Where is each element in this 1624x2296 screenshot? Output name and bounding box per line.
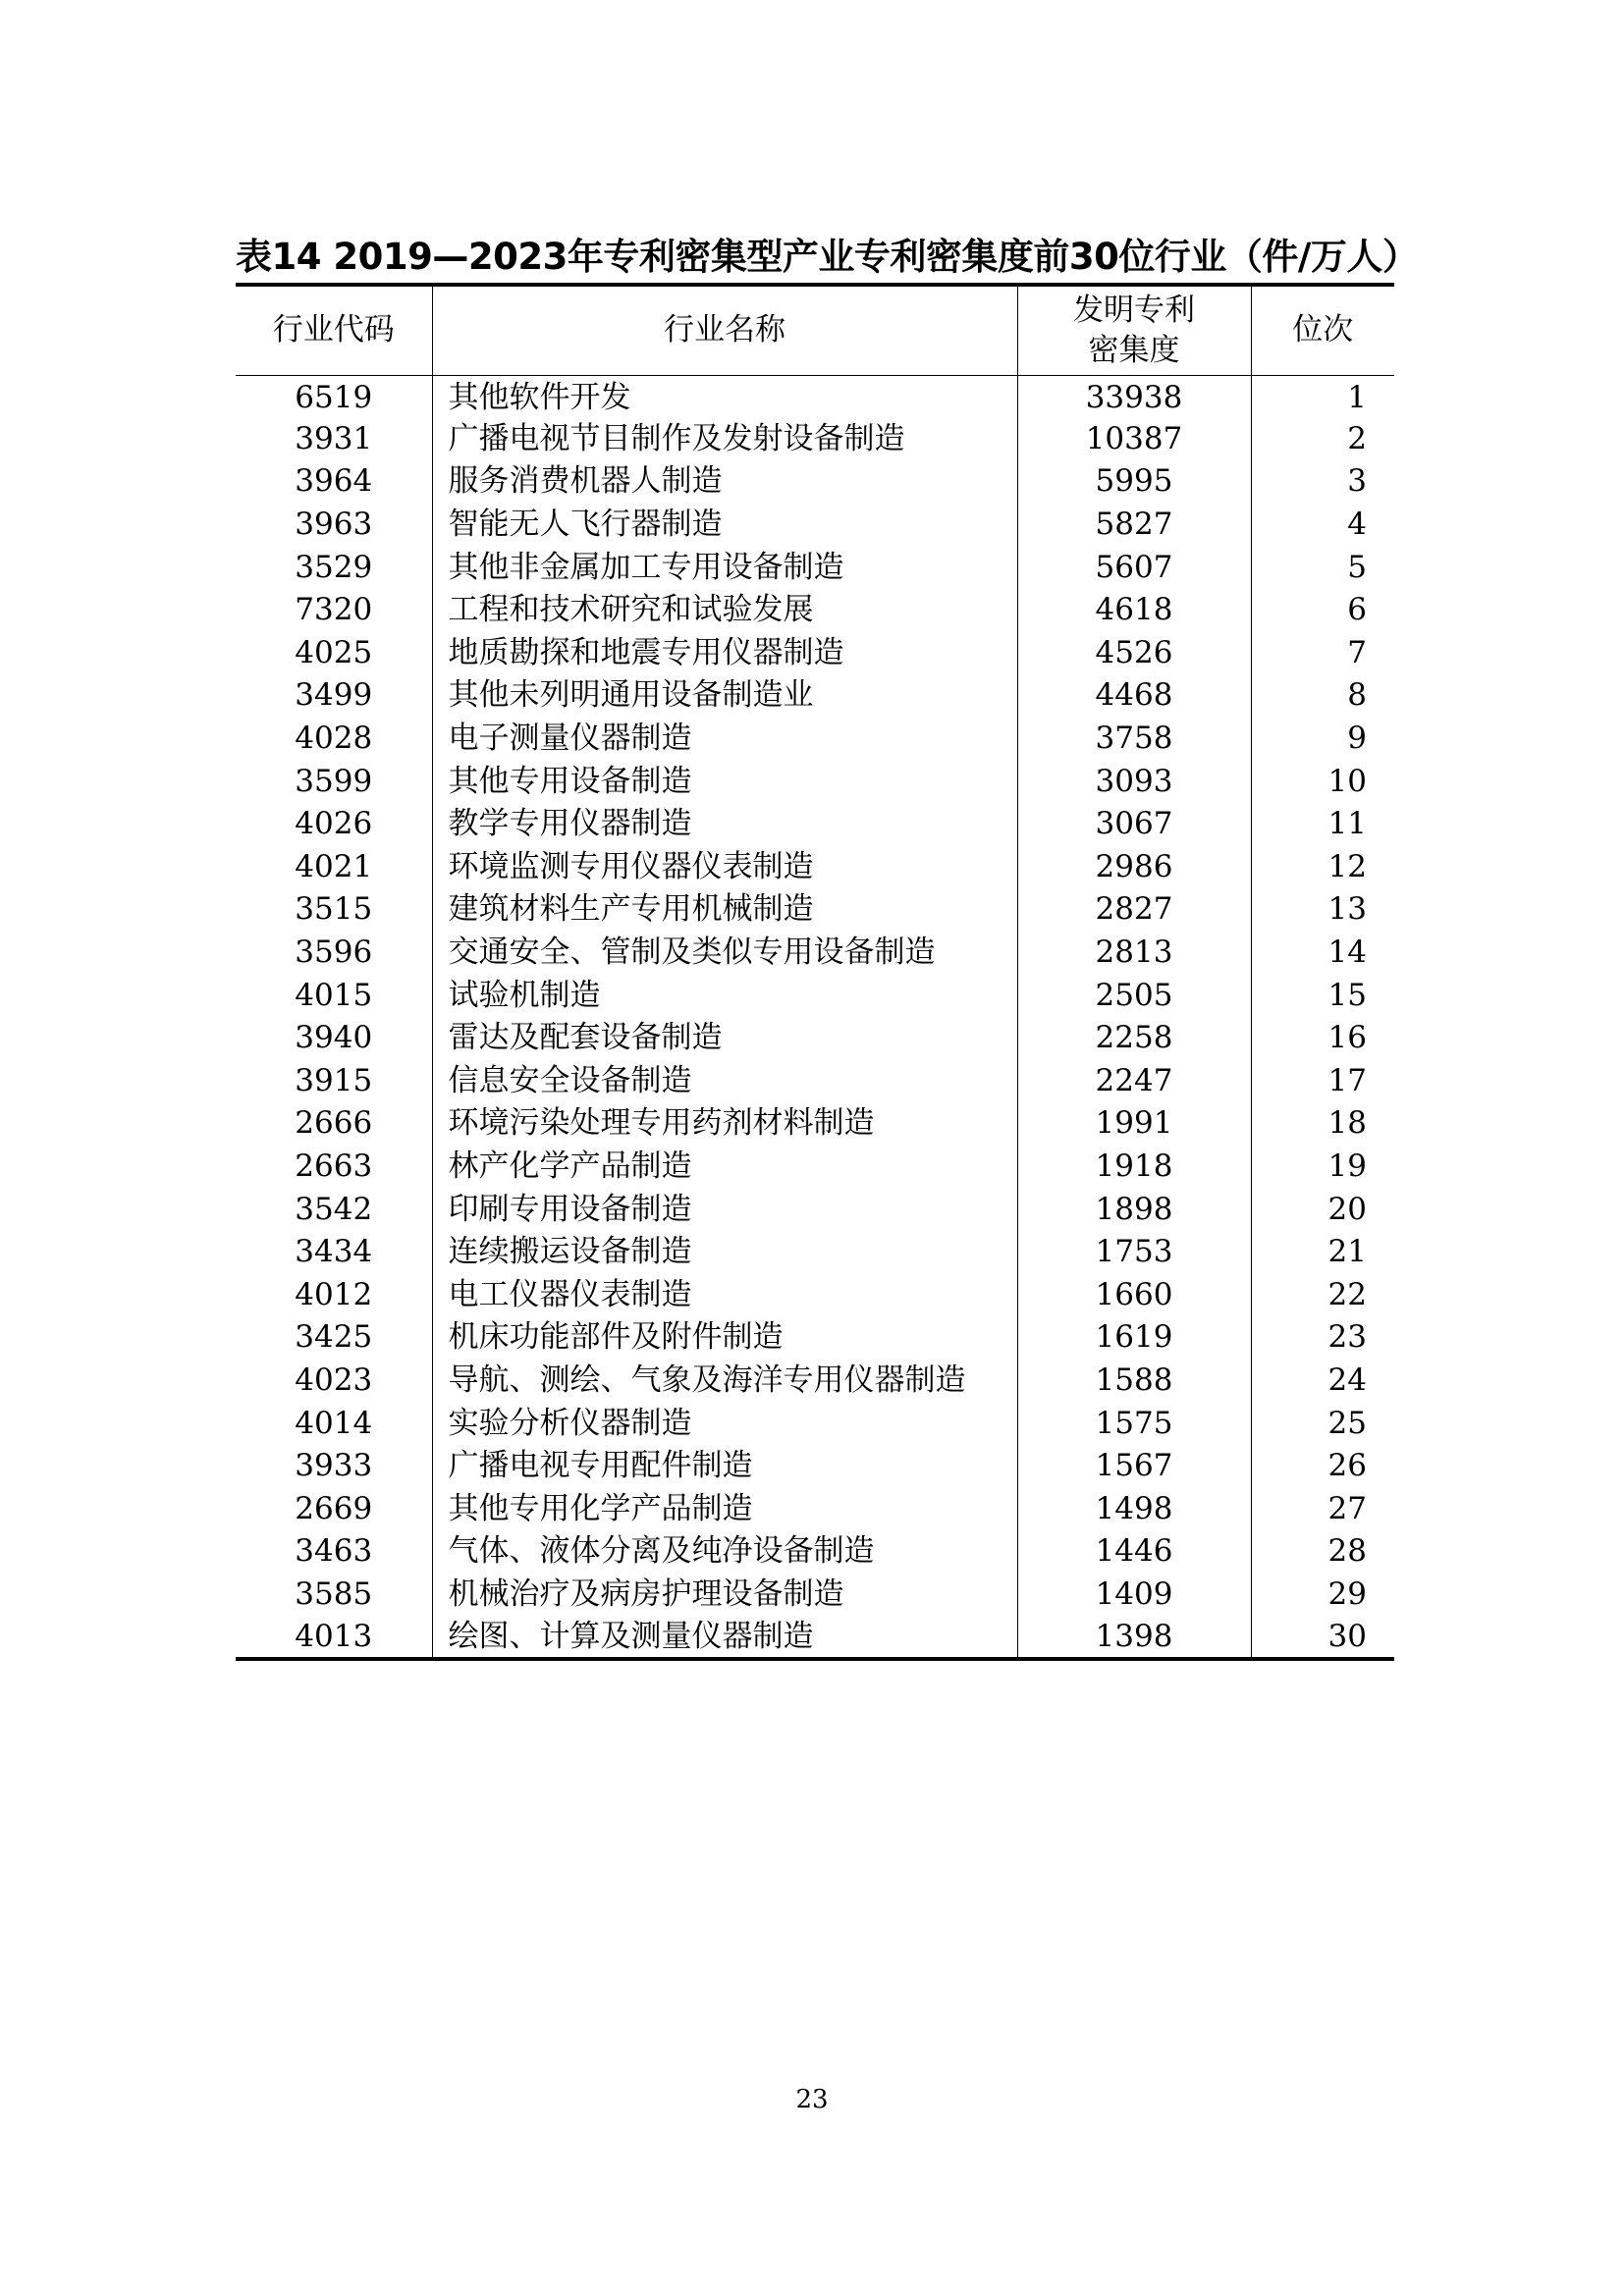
industry-code-cell: 3933 [295,1448,373,1484]
rank-cell: 13 [1251,888,1394,932]
patent-density-cell: 1498 [1017,1487,1251,1530]
industry-name-cell: 试验机制造 [432,974,1017,1017]
rank-cell: 26 [1251,1445,1394,1488]
patent-density-cell: 1588 [1017,1360,1251,1403]
industry-name-cell: 绘图、计算及测量仪器制造 [432,1616,1017,1659]
industry-name-cell: 实验分析仪器制造 [432,1402,1017,1445]
industry-code-cell: 3499 [295,677,373,714]
industry-code-cell: 7320 [295,592,373,628]
industry-name-cell: 其他专用化学产品制造 [432,1487,1017,1530]
industry-name-cell: 印刷专用设备制造 [432,1188,1017,1231]
patent-density-cell: 1409 [1017,1574,1251,1617]
patent-density-cell: 4526 [1017,632,1251,675]
rank-cell: 23 [1251,1316,1394,1360]
patent-density-cell: 33938 [1017,375,1251,418]
patent-density-cell: 2258 [1017,1017,1251,1060]
rank-cell: 6 [1251,589,1394,632]
patent-density-cell: 1575 [1017,1402,1251,1445]
patent-density-cell: 5827 [1017,504,1251,547]
table-header-row [236,285,1394,375]
rank-cell: 8 [1251,674,1394,718]
rank-cell: 2 [1251,418,1394,461]
industry-name-cell: 电工仪器仪表制造 [432,1273,1017,1316]
table-row [236,1616,1394,1659]
header-rank: 位次 [1251,285,1394,375]
table-row [236,1188,1394,1231]
patent-density-cell: 5995 [1017,460,1251,504]
patent-density-cell: 1991 [1017,1102,1251,1146]
patent-density-cell: 4468 [1017,674,1251,718]
rank-cell: 15 [1251,974,1394,1017]
industry-name-cell: 服务消费机器人制造 [432,460,1017,504]
industry-name-cell: 地质勘探和地震专用仪器制造 [432,632,1017,675]
industry-name-cell: 雷达及配套设备制造 [432,1017,1017,1060]
header-density-line1: 发明专利 [1073,292,1195,328]
patent-density-cell: 1567 [1017,1445,1251,1488]
industry-code-cell: 4028 [295,721,373,757]
patent-density-cell: 2827 [1017,888,1251,932]
table-row [236,1530,1394,1574]
industry-name-cell: 智能无人飞行器制造 [432,504,1017,547]
industry-code-cell: 3915 [295,1062,373,1098]
table-body [236,375,1394,1659]
rank-cell: 30 [1251,1616,1394,1659]
table-row [236,418,1394,461]
patent-density-cell: 1918 [1017,1146,1251,1189]
page-number: 23 [795,2085,829,2114]
industry-name-cell: 林产化学产品制造 [432,1146,1017,1189]
table-row [236,1102,1394,1146]
table-row [236,1231,1394,1274]
rank-cell: 29 [1251,1574,1394,1617]
industry-name-cell: 环境监测专用仪器仪表制造 [432,846,1017,889]
patent-density-cell: 3067 [1017,803,1251,846]
rank-cell: 16 [1251,1017,1394,1060]
table-row [236,1402,1394,1445]
table-row [236,460,1394,504]
rank-cell: 17 [1251,1060,1394,1103]
header-industry-name: 行业名称 [432,285,1017,375]
industry-code-cell: 3963 [295,507,373,543]
rank-cell: 20 [1251,1188,1394,1231]
table-row [236,1146,1394,1189]
industry-code-cell: 3964 [295,463,373,500]
industry-name-cell: 建筑材料生产专用机械制造 [432,888,1017,932]
rank-cell: 9 [1251,718,1394,761]
industry-code-cell: 3585 [295,1575,373,1612]
patent-density-cell: 1398 [1017,1616,1251,1659]
patent-density-cell: 1446 [1017,1530,1251,1574]
table-row [236,674,1394,718]
industry-code-cell: 2663 [295,1148,373,1184]
rank-cell: 5 [1251,546,1394,589]
rank-cell: 21 [1251,1231,1394,1274]
industry-name-cell: 机械治疗及病房护理设备制造 [432,1574,1017,1617]
industry-name-cell: 环境污染处理专用药剂材料制造 [432,1102,1017,1146]
industry-code-cell: 3599 [295,763,373,799]
patent-density-cell: 4618 [1017,589,1251,632]
industry-code-cell: 3940 [295,1020,373,1056]
patent-density-cell: 2247 [1017,1060,1251,1103]
industry-name-cell: 连续搬运设备制造 [432,1231,1017,1274]
rank-cell: 27 [1251,1487,1394,1530]
industry-code-cell: 4013 [236,1616,432,1659]
table-row [236,1445,1394,1488]
table-row [236,1487,1394,1530]
industry-code-cell: 3434 [295,1234,373,1270]
rank-cell: 25 [1251,1402,1394,1445]
industry-code-cell: 3542 [295,1191,373,1227]
patent-density-cell: 1898 [1017,1188,1251,1231]
industry-code-cell: 2666 [295,1105,373,1142]
table-row [236,1273,1394,1316]
table-row [236,375,1394,418]
table-row [236,1316,1394,1360]
table-row [236,1360,1394,1403]
patent-density-cell: 2813 [1017,932,1251,975]
industry-code-cell: 4015 [295,977,373,1013]
table-row [236,846,1394,889]
rank-cell: 19 [1251,1146,1394,1189]
industry-code-cell: 4025 [295,634,373,670]
industry-name-cell: 其他软件开发 [432,375,1017,418]
patent-density-cell: 2505 [1017,974,1251,1017]
industry-code-cell: 4023 [295,1362,373,1398]
industry-code-cell: 3931 [295,420,373,456]
industry-name-cell: 广播电视专用配件制造 [432,1445,1017,1488]
industry-name-cell: 导航、测绘、气象及海洋专用仪器制造 [432,1360,1017,1403]
table-row [236,803,1394,846]
industry-code-cell: 4012 [295,1276,373,1312]
industry-code-cell: 3529 [295,549,373,585]
industry-code-cell: 4014 [295,1405,373,1441]
rank-cell: 24 [1251,1360,1394,1403]
table-row [236,632,1394,675]
rank-cell: 14 [1251,932,1394,975]
rank-cell: 28 [1251,1530,1394,1574]
industry-code-cell: 3596 [295,934,373,971]
rank-cell: 12 [1251,846,1394,889]
table-row [236,932,1394,975]
patent-density-cell: 1753 [1017,1231,1251,1274]
industry-code-cell: 3425 [295,1319,373,1356]
industry-name-cell: 电子测量仪器制造 [432,718,1017,761]
table-row [236,1574,1394,1617]
patent-density-cell: 3093 [1017,760,1251,803]
industry-code-cell: 4021 [295,848,373,884]
industry-code-cell: 2669 [295,1490,373,1526]
patent-density-cell: 2986 [1017,846,1251,889]
industry-name-cell: 其他非金属加工专用设备制造 [432,546,1017,589]
table-row [236,546,1394,589]
patent-density-cell: 1619 [1017,1316,1251,1360]
industry-name-cell: 机床功能部件及附件制造 [432,1316,1017,1360]
patent-density-cell: 10387 [1017,418,1251,461]
industry-code-cell: 6519 [295,379,373,415]
rank-cell: 10 [1251,760,1394,803]
industry-name-cell: 信息安全设备制造 [432,1060,1017,1103]
industry-name-cell: 气体、液体分离及纯净设备制造 [432,1530,1017,1574]
header-patent-density [1017,285,1251,375]
industry-name-cell: 其他未列明通用设备制造业 [432,674,1017,718]
table-row [236,718,1394,761]
industry-name-cell: 工程和技术研究和试验发展 [432,589,1017,632]
industry-name-cell: 其他专用设备制造 [432,760,1017,803]
industry-name-cell: 广播电视节目制作及发射设备制造 [432,418,1017,461]
patent-density-table [236,283,1394,1661]
industry-code-cell: 3515 [295,891,373,928]
rank-cell: 7 [1251,632,1394,675]
patent-density-cell: 3758 [1017,718,1251,761]
patent-density-cell: 1660 [1017,1273,1251,1316]
table-row [236,589,1394,632]
industry-name-cell: 交通安全、管制及类似专用设备制造 [432,932,1017,975]
rank-cell: 4 [1251,504,1394,547]
rank-cell: 22 [1251,1273,1394,1316]
industry-name-cell: 教学专用仪器制造 [432,803,1017,846]
industry-code-cell: 4026 [295,806,373,842]
table-row [236,974,1394,1017]
table-title: 表14 2019—2023年专利密集型产业专利密集度前30位行业（件/万人） [236,236,1419,278]
rank-cell: 11 [1251,803,1394,846]
rank-cell: 3 [1251,460,1394,504]
table-row [236,504,1394,547]
patent-density-cell: 5607 [1017,546,1251,589]
table-row [236,1017,1394,1060]
header-density-line2: 密集度 [1088,332,1180,368]
table-row [236,888,1394,932]
rank-cell: 18 [1251,1102,1394,1146]
table-row [236,1060,1394,1103]
table-row [236,760,1394,803]
rank-cell: 1 [1251,375,1394,418]
industry-code-cell: 3463 [295,1533,373,1570]
header-industry-code: 行业代码 [236,285,432,375]
